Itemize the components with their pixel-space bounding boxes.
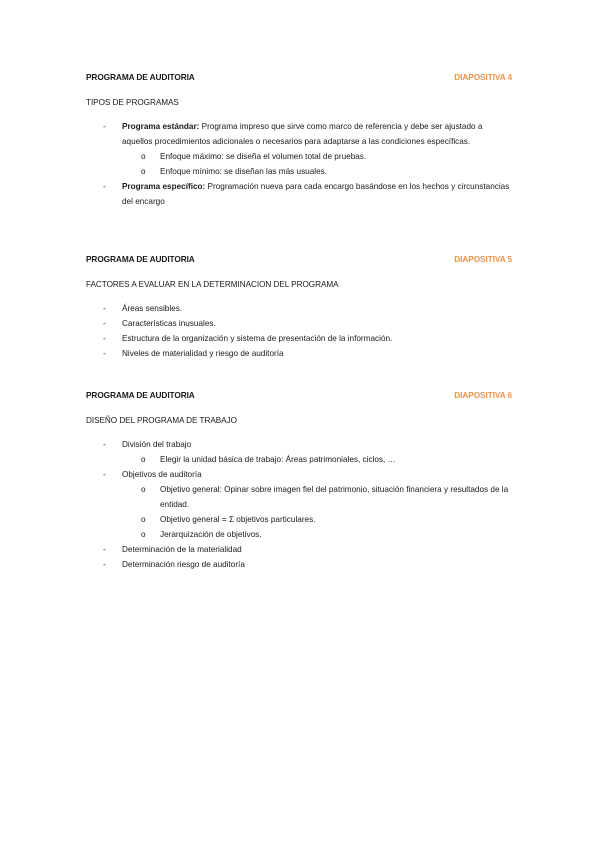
list-item [86, 331, 512, 346]
section-subtitle: FACTORES A EVALUAR EN LA DETERMINACION DEL PROGRAMA [86, 280, 339, 289]
section-subtitle: TIPOS DE PROGRAMAS [86, 98, 179, 107]
list-item [86, 557, 512, 572]
section-diapositiva-5 [86, 254, 512, 361]
item-term: Programa estándar: [122, 122, 200, 131]
slide-label: DIAPOSITIVA 4 [454, 72, 512, 82]
dash-bullet: - [103, 470, 106, 479]
section-subtitle: DISEÑO DEL PROGRAMA DE TRABAJO [86, 416, 237, 425]
sub-list [122, 482, 512, 542]
list-item [86, 301, 512, 316]
sub-item-text: Objetivo general = Σ objetivos particulares. [160, 515, 316, 524]
list-item [86, 437, 512, 467]
item-term: Programa específico: [122, 182, 206, 191]
list-item [86, 467, 512, 542]
dash-bullet: - [103, 334, 106, 343]
sub-item-text: Enfoque máximo: se diseña el volumen total de pruebas. [160, 152, 367, 161]
sub-item-text: Enfoque mínimo: se diseñan las más usuales. [160, 167, 328, 176]
item-text: Programación nueva para cada encargo basándose en los hechos y circunstancias del encargo [122, 182, 510, 206]
list-item [86, 346, 512, 361]
bullet-list [86, 119, 512, 209]
dash-bullet: - [103, 545, 106, 554]
item-text: División del trabajo [122, 440, 192, 449]
sub-list [122, 452, 512, 467]
circle-bullet: o [141, 515, 146, 524]
sub-item-text: Objetivo general: Opinar sobre imagen fiel del patrimonio, situación financiera y resultados de la entidad. [160, 485, 509, 509]
sub-list-item [122, 452, 512, 467]
program-title: PROGRAMA DE AUDITORIA [86, 390, 195, 400]
item-text: Estructura de la organización y sistema de presentación de la información. [122, 334, 393, 343]
list-item [86, 542, 512, 557]
circle-bullet: o [141, 485, 146, 494]
dash-bullet: - [103, 122, 106, 131]
sub-list-item [122, 149, 512, 164]
slide-label: DIAPOSITIVA 6 [454, 390, 512, 400]
dash-bullet: - [103, 560, 106, 569]
section-diapositiva-6 [86, 390, 512, 572]
sub-list-item [122, 527, 512, 542]
item-text: Determinación de la materialidad [122, 545, 242, 554]
program-title: PROGRAMA DE AUDITORIA [86, 254, 195, 264]
section-diapositiva-4 [86, 72, 512, 209]
sub-list-item [122, 164, 512, 179]
circle-bullet: o [141, 167, 146, 176]
item-text: Determinación riesgo de auditoría [122, 560, 245, 569]
sub-list-item [122, 482, 512, 512]
item-text: Programa impreso que sirve como marco de referencia y debe ser ajustado a aquellos procedimientos adicionales o necesarios para adaptarse a las condiciones específicas. [122, 122, 483, 146]
sub-item-text: Elegir la unidad básica de trabajo: Áreas patrimoniales, ciclos, … [160, 455, 396, 464]
sub-list-item [122, 512, 512, 527]
item-text: Características inusuales. [122, 319, 216, 328]
circle-bullet: o [141, 152, 146, 161]
dash-bullet: - [103, 349, 106, 358]
slide-label: DIAPOSITIVA 5 [454, 254, 512, 264]
circle-bullet: o [141, 455, 146, 464]
item-text: Objetivos de auditoría [122, 470, 202, 479]
dash-bullet: - [103, 319, 106, 328]
list-item [86, 179, 512, 209]
section-header [86, 390, 512, 404]
list-item [86, 119, 512, 179]
section-header [86, 254, 512, 268]
sub-item-text: Jerarquización de objetivos. [160, 530, 262, 539]
sub-list [122, 149, 512, 179]
bullet-list [86, 301, 512, 361]
section-header [86, 72, 512, 86]
list-item [86, 316, 512, 331]
dash-bullet: - [103, 440, 106, 449]
item-text: Niveles de materialidad y riesgo de auditoría [122, 349, 284, 358]
dash-bullet: - [103, 182, 106, 191]
bullet-list [86, 437, 512, 572]
item-text: Áreas sensibles. [122, 304, 183, 313]
circle-bullet: o [141, 530, 146, 539]
dash-bullet: - [103, 304, 106, 313]
program-title: PROGRAMA DE AUDITORIA [86, 72, 195, 82]
